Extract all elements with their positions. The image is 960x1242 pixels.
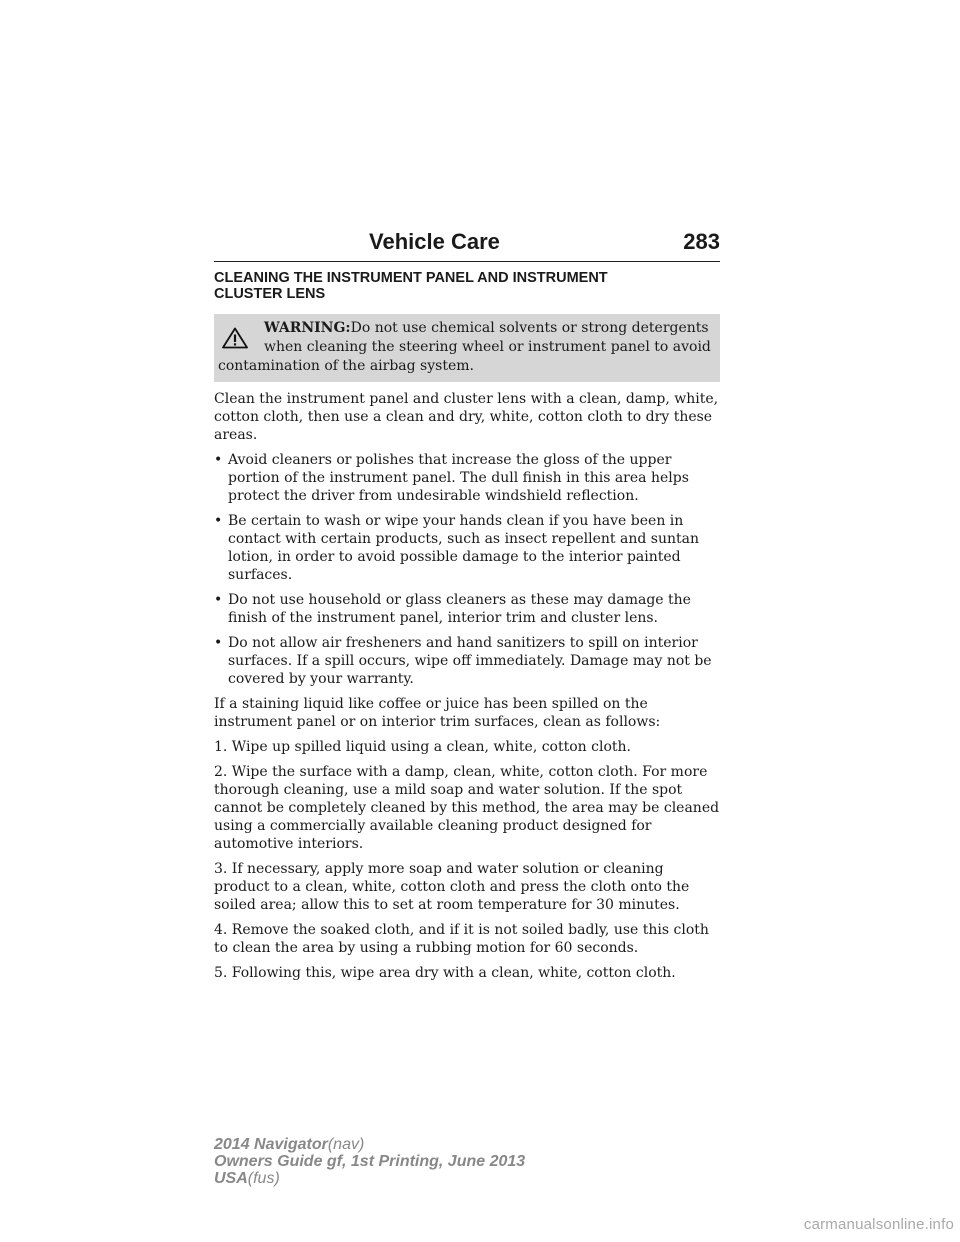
warning-label: WARNING: <box>264 320 351 336</box>
list-item: • Do not allow air fresheners and hand sanitizers to spill on interior surfaces. If a spill occurs, wipe off immediately. Damage may not be covered by your warranty. <box>214 634 720 688</box>
step-4: 4. Remove the soaked cloth, and if it is not soiled badly, use this cloth to clean the area by using a rubbing motion for 60 seconds. <box>214 922 709 956</box>
step-5: 5. Following this, wipe area dry with a clean, white, cotton cloth. <box>214 965 676 981</box>
section-title: Vehicle Care <box>369 229 500 254</box>
section-heading <box>214 270 720 302</box>
intro-paragraph: Clean the instrument panel and cluster lens with a clean, damp, white, cotton cloth, then use a clean and dry, white, cotton cloth to dry these areas. <box>214 391 719 443</box>
step-1: 1. Wipe up spilled liquid using a clean, white, cotton cloth. <box>214 739 631 755</box>
list-item-text: Do not use household or glass cleaners as these may damage the finish of the instrument panel, interior trim and cluster lens. <box>228 592 691 626</box>
page-header <box>214 229 720 262</box>
watermark: carmanualsonline.info <box>803 1216 954 1233</box>
warning-triangle-icon <box>218 319 264 357</box>
warning-text-line2: when cleaning the steering wheel or instrument panel to avoid <box>264 339 711 355</box>
footer-model-code: (nav) <box>327 1136 365 1153</box>
step-2: 2. Wipe the surface with a damp, clean, white, cotton cloth. For more thorough cleaning, use a mild soap and water solution. If the spot cannot be completely cleaned by this method, the area may be cleaned using a commercially available cleaning product designed for automotive interiors. <box>214 764 720 852</box>
footer-model: 2014 Navigator <box>214 1136 328 1153</box>
section-heading-line1: CLEANING THE INSTRUMENT PANEL AND INSTRUMENT <box>214 270 608 286</box>
list-item: • Avoid cleaners or polishes that increase the gloss of the upper portion of the instrument panel. The dull finish in this area helps protect the driver from undesirable windshield reflection. <box>214 451 720 505</box>
warning-text-line3: contamination of the airbag system. <box>218 358 474 374</box>
list-item-text: Be certain to wash or wipe your hands clean if you have been in contact with certain products, such as insect repellent and suntan lotion, in order to avoid possible damage to the interior painted surfaces. <box>228 513 699 583</box>
footer-edition: Owners Guide gf, 1st Printing, June 2013 <box>214 1153 526 1170</box>
section-heading-line2: CLUSTER LENS <box>214 286 326 302</box>
footer-region-code: (fus) <box>247 1170 280 1187</box>
warning-text-line1: Do not use chemical solvents or strong detergents <box>350 320 709 336</box>
footer-region: USA <box>214 1170 248 1187</box>
warning-box <box>214 314 720 382</box>
list-item-text: Do not allow air fresheners and hand sanitizers to spill on interior surfaces. If a spill occurs, wipe off immediately. Damage may not be covered by your warranty. <box>228 635 712 687</box>
list-item: • Do not use household or glass cleaners as these may damage the finish of the instrument panel, interior trim and cluster lens. <box>214 591 720 627</box>
list-item-text: Avoid cleaners or polishes that increase the gloss of the upper portion of the instrument panel. The dull finish in this area helps protect the driver from undesirable windshield reflection. <box>228 452 689 504</box>
page-number: 283 <box>683 229 720 254</box>
step-3: 3. If necessary, apply more soap and water solution or cleaning product to a clean, white, cotton cloth and press the cloth onto the soiled area; allow this to set at room temperature for 30 minutes. <box>214 861 690 913</box>
spill-intro-paragraph: If a staining liquid like coffee or juice has been spilled on the instrument panel or on interior trim surfaces, clean as follows: <box>214 696 661 730</box>
document-footer <box>214 1136 525 1187</box>
page-content <box>214 270 720 989</box>
list-item: • Be certain to wash or wipe your hands clean if you have been in contact with certain products, such as insect repellent and suntan lotion, in order to avoid possible damage to the interior painted surfaces. <box>214 512 720 584</box>
